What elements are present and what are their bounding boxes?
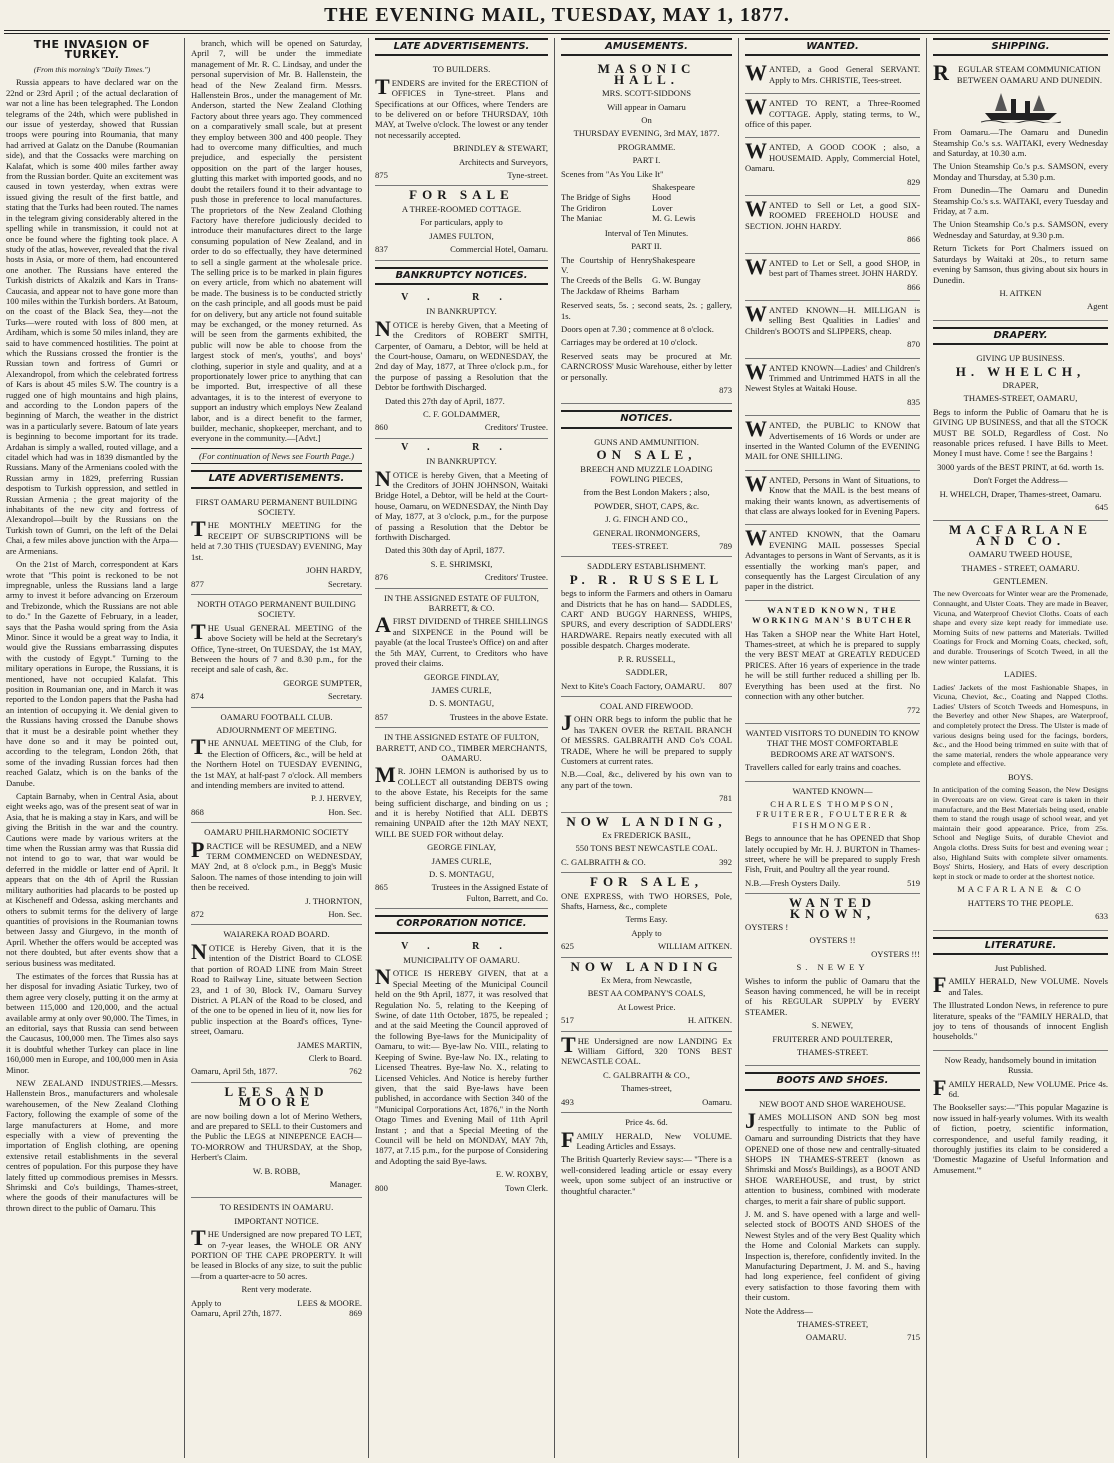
advert-address: THAMES-STREET. xyxy=(796,1047,869,1058)
advert xyxy=(561,873,732,957)
advert-signature: J. G. FINCH AND CO., xyxy=(605,514,688,525)
royal-crest: V. R. xyxy=(401,291,522,303)
advert-price: At Lowest Price. xyxy=(617,1001,676,1012)
advert-date: Dated this 30th day of April, 1877. xyxy=(385,545,505,556)
programme-list-2 xyxy=(561,255,732,297)
oysters: OYSTERS !!! xyxy=(871,948,920,959)
advert-title: OAMARU FOOTBALL CLUB. xyxy=(220,711,333,722)
advert-text: Ex Mera, from Newcastle, xyxy=(601,975,692,986)
programme-row: The Bridge of Sighs Hood xyxy=(561,192,672,203)
advert-date: Dated this 27th day of April, 1877. xyxy=(385,395,505,406)
section-banner: LATE ADVERTISEMENTS. xyxy=(375,38,548,56)
advert-title: NOW LANDING xyxy=(570,958,723,974)
advert-title: COAL AND FIREWOOD. xyxy=(599,700,694,711)
advert-title: WANTED VISITORS TO DUNEDIN TO KNOW THAT THE MOST COMFORTABLE BEDROOMS ARE AT WATSON'S. xyxy=(745,727,920,759)
advert-number: 807 xyxy=(719,680,732,691)
advert xyxy=(933,521,1108,930)
advert-title: MACFARLANE AND CO. xyxy=(949,522,1092,548)
wanted-ad: WANTED TO RENT, a Three-Roomed COTTAGE. Apply, stating terms, to W., office of this paper. xyxy=(745,94,920,138)
advert-number: 866 xyxy=(907,234,920,245)
programme-part: PART I. xyxy=(632,155,661,166)
advert-role: Trustees in the above Estate. xyxy=(449,711,548,722)
advert-title: IN BANKRUPTCY. xyxy=(426,456,497,467)
advert-title: IN BANKRUPTCY. xyxy=(426,306,497,317)
advert-number: 872 xyxy=(191,909,204,920)
advert-title: IN THE ASSIGNED ESTATE OF FULTON, BARRETT, AND CO., TIMBER MERCHANTS, OAMARU. xyxy=(375,732,548,763)
advert-text: Reserved seats, 5s. ; second seats, 2s. ; gallery, 1s. xyxy=(561,300,732,321)
wanted-ad xyxy=(745,894,920,1066)
wanted-ad: WANTED, Persons in Want of Situations, to Know that the MAIL is the best means of making their wants known, as advertisements of that class are always looked for in Evening Papers. xyxy=(745,471,920,526)
advert-title: GIVING UP BUSINESS. xyxy=(976,353,1065,364)
masthead-rule xyxy=(4,30,1110,31)
advert-date: Oamaru, April 5th, 1877. xyxy=(191,1066,278,1077)
advert xyxy=(375,589,548,728)
column-2 xyxy=(184,38,368,1458)
oysters: OYSTERS !! xyxy=(809,935,856,946)
advert-signature: JAMES CURLE, xyxy=(431,855,492,866)
wanted-ad xyxy=(745,601,920,724)
advert-role: Town Clerk. xyxy=(505,1182,548,1193)
steamship-icon xyxy=(981,89,1061,123)
programme-scenes: Scenes from "As You Like It" xyxy=(561,168,664,179)
advert-body: PRACTICE will be RESUMED, and a NEW TERM COMMENCED on WEDNESDAY, MAY 2nd, at 8 o'clock p.m., in Begg's Music Saloon. The names of those intending to join will then be received. xyxy=(191,836,362,893)
advert-title: FAMILY HERALD, New VOLUME. Leading Articles and Essays. xyxy=(561,1126,732,1152)
advert-body: NOTICE is hereby Given, that a Meeting of the Creditors of ROBERT SMITH, Carpenter, of Oamaru, a Debtor, will be held at the Court-house, Oamaru, on WEDNESDAY, the 2nd day of May, 1877, at Three o'clock p.m., for the purpose of passing a Resolution that the Debtor be forthwith Discharged. xyxy=(375,315,548,393)
advert-address: Commercial Hotel, Oamaru. xyxy=(450,244,548,255)
advert-number: 866 xyxy=(907,281,920,292)
masthead: THE EVENING MAIL, TUESDAY, MAY 1, 1877. xyxy=(324,4,790,26)
advert-note: Note the Address— xyxy=(745,1305,813,1316)
advert-role: Clerk to Board. xyxy=(308,1052,362,1063)
advert-number: 715 xyxy=(907,1332,920,1343)
advert xyxy=(933,60,1108,320)
advert-number: 865 xyxy=(375,882,388,893)
advert-number: 645 xyxy=(1095,502,1108,512)
advert-signature: C. GALBRAITH & CO. xyxy=(561,856,646,867)
advert-number: 869 xyxy=(349,1308,362,1319)
advert-body: Has Taken a SHOP near the White Hart Hotel, Thames-street, at which he is prepared to supply the very BEST MEAT at GREATLY REDUCED PRICES. After 16 years of experience in the trade he will be still further reduced a shilling per lb. Everything has been used at the first. No connection with any other butcher. xyxy=(745,628,920,702)
programme-row: The Gridiron Lover xyxy=(561,202,673,213)
advert-heading: GENTLEMEN. xyxy=(993,576,1048,587)
section-banner: WANTED. xyxy=(745,38,920,56)
advert-number: 517 xyxy=(561,1015,574,1026)
advert-terms: Terms Easy. xyxy=(625,914,668,925)
advert xyxy=(375,60,548,186)
advert xyxy=(561,958,732,1032)
advert-body: THE MONTHLY MEETING for the RECEIPT OF SUBSCRIPTIONS will be held at 7.30 THIS (TUESDAY) EVENING, May 1st. xyxy=(191,516,362,562)
advert-text: from the Best London Makers ; also, xyxy=(583,487,710,498)
advert-title: REGULAR STEAM COMMUNICATION BETWEEN OAMARU AND DUNEDIN. xyxy=(933,60,1102,86)
advert-signature: LEES & MOORE. xyxy=(297,1297,362,1308)
advert-signature: D. S. MONTAGU, xyxy=(429,869,494,879)
advert-body: J. M. and S. have opened with a large and well-selected stock of BOOTS AND SHOES of the Newest Styles and of the very Best Quality which the Home and Colonial Markets can supply. Inspection is, therefore, confidently invited. In the Manufacturing Department, J. M. and S., having had long experience, feel confident of giving every satisfaction to those favoring them with their custom. xyxy=(745,1208,920,1303)
advert-signature: JAMES CURLE, xyxy=(431,684,492,695)
column-5 xyxy=(738,38,926,1458)
advert-number: 835 xyxy=(907,396,920,407)
advert-title: FOR SALE, xyxy=(590,874,703,890)
programme-list-1 xyxy=(561,182,732,224)
advert-signature: D. S. MONTAGU, xyxy=(429,698,494,709)
advert-name: H. WHELCH, xyxy=(955,363,1086,379)
advert xyxy=(375,938,548,1198)
column-1 xyxy=(0,38,184,1458)
advert-number: 781 xyxy=(719,793,732,804)
advert-head: WANTED KNOWN— xyxy=(792,785,873,796)
advert-rent: Rent very moderate. xyxy=(241,1284,312,1295)
advert-role: Hon. Sec. xyxy=(328,909,362,920)
advert xyxy=(561,1113,732,1204)
advert-role: Creditors' Trustee. xyxy=(484,422,548,433)
advert-signature: GEORGE FINDLAY, xyxy=(424,671,499,682)
continued-note: (For continuation of News see Fourth Page.) xyxy=(191,448,362,464)
advert-signature: H. WHELCH, Draper, Thames-street, Oamaru. xyxy=(939,488,1102,499)
advert-note: N.B.—Fresh Oysters Daily. xyxy=(745,877,841,888)
advert-signature: GEORGE FINLAY, xyxy=(427,842,496,853)
advert-signature: E. W. ROXBY, xyxy=(495,1169,548,1180)
wanted-ad xyxy=(745,724,920,782)
advert-signature: GEORGE SUMPTER, xyxy=(283,677,362,688)
advert xyxy=(933,1051,1108,1183)
advert xyxy=(561,60,732,404)
wanted-ad: WANTED KNOWN—H. MILLIGAN is selling Best Qualities in Ladies' and Children's BOOTS and SLIPPERS, cheap. 870 xyxy=(745,301,920,359)
advert-title: GUNS AND AMMUNITION. xyxy=(594,436,699,447)
royal-crest: V. R. xyxy=(401,940,522,952)
advert-text: Carriages may be ordered at 10 o'clock. xyxy=(561,337,698,348)
programme-row: The Jackdaw of Rheims Barham xyxy=(561,285,680,296)
programme-row: Shakespeare xyxy=(652,182,695,193)
advert-number: 789 xyxy=(719,541,732,552)
advert-role: HATTERS TO THE PEOPLE. xyxy=(967,897,1074,908)
advert-number: 519 xyxy=(907,877,920,888)
advert-title: TO BUILDERS. xyxy=(432,64,491,75)
advert-signature: S. E. SHRIMSKI, xyxy=(430,558,493,569)
advert-head: Just Published. xyxy=(994,962,1047,973)
advert-signature: JAMES MARTIN, xyxy=(297,1039,362,1050)
advert-body: The Illustrated London News, in reference to pure literature, speaks of the "FAMILY HERALD, that joy to tens of thousands of innocent English households." xyxy=(933,1000,1108,1042)
advert-number: 762 xyxy=(349,1066,362,1077)
advert-apply: Apply to xyxy=(191,1297,222,1308)
advert-text: Ex FREDERICK BASIL, xyxy=(602,829,691,840)
advert-text: POWDER, SHOT, CAPS, &c. xyxy=(593,500,700,511)
advert-title: WAIAREKA ROAD BOARD. xyxy=(223,929,330,940)
advert-body: NOTICE is Hereby Given, that it is the intention of the District Board to CLOSE that portion of ROAD LINE from Main Street Road to Railway Line, situate between Section 23, and 1 of 30, Block IV., Oamaru Survey District. A PLAN of the Road to be closed, and of the one to be opened in lieu of it, now lies for public inspection at the Board's offices, Tyne-street, Oamaru. xyxy=(191,938,362,1037)
advert-body: Ladies' Jackets of the most Fashionable Shapes, in Vicuna, Cheviot, &c., Coating and Napped Cloths. Ladies' Ulsters of Scotch Tweeds and Homespuns, in the Beverley and other New Shapes, are Waterproof, and completely protect the Dress. The Ulster is made of various designs being used for the facings, borders, &c., and the Hood being trimmed en suite with that of the same material, renders the whole appearance very complete and effective. xyxy=(933,682,1108,769)
wanted-ad: WANTED, a Good General SERVANT. Apply to Mrs. CHRISTIE, Tees-street. xyxy=(745,60,920,94)
advert-text: Travellers called for early trains and coaches. xyxy=(745,762,901,773)
advert-offer: 3000 yards of the BEST PRINT, at 6d. worth 1s. xyxy=(937,461,1104,472)
advert-number: 873 xyxy=(719,384,732,395)
advert-title: FAMILY HERALD, New VOLUME. Novels and Tales. xyxy=(933,972,1108,998)
advert-body: TENDERS are invited for the ERECTION of OFFICES in Tyne-street. Plans and Specifications at our Offices, where Tenders are to be delivered on or before THURSDAY, 10th MAY, at Twelve o'clock. The lowest or any tender not necessarily accepted. xyxy=(375,73,548,140)
advert-number: 874 xyxy=(191,691,204,702)
section-banner: BOOTS AND SHOES. xyxy=(745,1072,920,1090)
section-banner: AMUSEMENTS. xyxy=(561,38,732,56)
advert-role: Secretary. xyxy=(327,578,362,589)
column-4 xyxy=(554,38,738,1458)
advert xyxy=(191,1198,362,1323)
advert xyxy=(933,349,1108,521)
advert-signature: S. NEWEY, xyxy=(811,1020,854,1031)
performer-name: MRS. SCOTT-SIDDONS xyxy=(602,88,691,99)
advert-body: are now boiling down a lot of Merino Wethers, and are prepared to SELL to their Customers and the Public the LEGS at NINEPENCE EACH—TO-MORROW and THURSDAY, at the Shop, Herbert's Claim. xyxy=(191,1110,362,1163)
advert-price: Price 4s. 6d. xyxy=(625,1117,668,1128)
wanted-ad: WANTED to Let or Sell, a good SHOP, in best part of Thames street. JOHN HARDY. 866 xyxy=(745,254,920,301)
schedule-line: Return Tickets for Port Chalmers issued on Saturdays by Waitaki at 20s., to return same evening by Samson, thus giving about six hours in Dunedin. xyxy=(933,243,1108,285)
advert-date: Oamaru, April 27th, 1877. xyxy=(191,1308,282,1319)
advert-signature: BRINDLEY & STEWART, xyxy=(453,143,548,154)
advert-title: OAMARU PHILHARMONIC SOCIETY xyxy=(204,827,349,838)
advert xyxy=(191,823,362,925)
programme-row: The Maniac M. G. Lewis xyxy=(561,213,696,224)
advert-role: Manager. xyxy=(329,1179,362,1189)
advert-title: CHARLES THOMPSON, FRUITERER, FOULTERER & FISHMONGER. xyxy=(756,798,909,830)
advert xyxy=(561,433,732,558)
advert-body: THE Undersigned are now LANDING Ex William Gifford, 320 TONS BEST NEWCASTLE COAL. xyxy=(561,1031,732,1067)
advert-title: WANTED KNOWN, xyxy=(788,895,877,921)
advert-role: Secretary. xyxy=(327,691,362,702)
advert-body: BEST AA COMPANY'S COALS, xyxy=(587,988,706,999)
advert-name: S. NEWEY xyxy=(796,962,869,973)
advert-name: P. R. RUSSELL xyxy=(569,571,724,587)
oysters: OYSTERS ! xyxy=(745,922,789,932)
wanted-ad: WANTED KNOWN—Ladies' and Children's Trimmed and Untrimmed HATS in all the Newest Styles at Waitaki House. 835 xyxy=(745,359,920,417)
masthead-rule-2 xyxy=(4,33,1110,34)
advert-title: IN THE ASSIGNED ESTATE OF FULTON, BARRETT, & CO. xyxy=(384,592,539,614)
advert-title: MASONIC HALL. xyxy=(597,61,696,87)
advert-address: TEES-STREET. xyxy=(611,541,669,552)
wanted-ad xyxy=(745,782,920,895)
advert-address: Tyne-street. xyxy=(507,170,548,181)
advert-number: 860 xyxy=(375,422,388,433)
advert-body: BREECH AND MUZZLE LOADING FOWLING PIECES, xyxy=(580,463,713,484)
advert-body: 550 TONS BEST NEWCASTLE COAL. xyxy=(575,843,718,854)
programme-row: The Creeds of the Bells G. W. Bungay xyxy=(561,275,701,286)
advert-title: NORTH OTAGO PERMANENT BUILDING SOCIETY. xyxy=(197,598,356,620)
advert xyxy=(191,1083,362,1199)
advert-signature: C. F. GOLDAMMER, xyxy=(423,408,500,419)
article-paragraph: Captain Barnaby, when in Central Asia, about eight weeks ago, was of the present seat of war in Asia, that he is making a stay in Kars, and will be giving the British in the war and the country. Cautions were made by various writers at the time when the Russian army was that Russia did not intend to go to war, that war would be deferred in the middle or latter end of April. It appears that on the 4th of April the Russian military authorities had placards to be posted up at Kischeneff and Odessa, asking merchants and others to submit terms for the delivery of large quantities of provisions in the Roumanian towns between Jassy and Giurgevo, in the month of April. Whether the offers would be accepted was not there doubted, but after events show that a serious business was meditated. xyxy=(6,791,178,968)
article-paragraph: NEW ZEALAND INDUSTRIES.—Messrs. Hallenstein Bros., manufacturers and wholesale warehousemen, of the New Zealand Clothing Factory, following the example of some of the large manufacturers at Home, and more especially with a view of preventing the importation of English clothing, are opening extensive retail establishments in the several centres of population. For this purpose they have lately fitted up commodious premises in Messrs. Shrimski and Co's buildings, Thames-street, where the goods of their manufactures will be thrown direct to the public of Oamaru. This xyxy=(6,1078,178,1213)
advert-address: Next to Kite's Coach Factory, OAMARU. xyxy=(561,680,705,691)
advert xyxy=(745,1095,920,1348)
advert-body: THE Undersigned are now prepared TO LET, on 7-year leases, the WHOLE OR ANY PORTION OF THE CAPE PROPERTY. It will be leased in Blocks of any size, to suit the public—from a quarter-acre to 50 acres. xyxy=(191,1225,362,1281)
advert-number: 493 xyxy=(561,1096,574,1107)
advert-body: Wishes to inform the public of Oamaru that the Season having commenced, he will be in receipt of his REGULAR SUPPLY by EVERY STEAMER. xyxy=(745,975,920,1017)
advert-title: NEW BOOT AND SHOE WAREHOUSE. xyxy=(759,1098,906,1109)
section-banner: LITERATURE. xyxy=(933,937,1108,955)
wanted-ad: WANTED KNOWN, that the Oamaru EVENING MAIL possesses Special Advantages to persons in Want of Servants, as it is essentially the working man's paper, and consequently has the Largest Circulation of any paper in the district. xyxy=(745,525,920,600)
advert-number: 392 xyxy=(719,856,732,867)
advert-number: 875 xyxy=(375,170,388,181)
advert-subtitle: ADJOURNMENT OF MEETING. xyxy=(216,724,337,735)
advert xyxy=(561,813,732,874)
advert-title: WANTED KNOWN, THE WORKING MAN'S BUTCHER xyxy=(752,604,913,626)
advert-text: Reserved seats may be procured at Mr. CARNCROSS' Music Warehouse, either by letter or personally. xyxy=(561,350,732,382)
advert-role: Trustees in the Assigned Estate of Fulton, Barrett, and Co. xyxy=(431,882,548,903)
advert xyxy=(561,557,732,696)
column-3 xyxy=(368,38,554,1458)
advert xyxy=(375,289,548,439)
advert xyxy=(561,1032,732,1113)
advert-text: Will appear in Oamaru xyxy=(607,101,686,112)
advert-role: GENERAL IRONMONGERS, xyxy=(592,527,701,538)
advert-body: ONE EXPRESS, with TWO HORSES, Pole, Shafts, Harness, &c., complete xyxy=(561,890,732,911)
advert-number: 772 xyxy=(907,704,920,715)
advert-body: The Bookseller says:—"This popular Magazine is now issued in half-yearly volumes. With its wealth of fiction, poetry, scientific information, correspondence, and useful family reading, it thoroughly justifies its claim to be considered a 'Domestic Magazine of Useful Information and Amusement.'" xyxy=(933,1102,1108,1175)
advert-body: A THREE-ROOMED COTTAGE. xyxy=(401,203,522,214)
advert-role: Hon. Sec. xyxy=(328,806,362,817)
advert-body: THE ANNUAL MEETING of the Club, for the Election of Officers, &c., will be held at the Northern Hotel on TUESDAY EVENING, the 1st MAY, at half-past 7 o'clock. All members and intending members are invited to attend. xyxy=(191,734,362,790)
advert-signature: W. B. ROBB, xyxy=(252,1165,301,1176)
advert-title: FOR SALE xyxy=(409,187,514,203)
advert-body: AFIRST DIVIDEND of THREE SHILLINGS and SIXPENCE in the Pound will be payable (at the local Trustee's Office) on and after the 5th MAY, Current, to Creditors who have proved their claims. xyxy=(375,612,548,669)
royal-crest: V. R. xyxy=(401,441,522,453)
advert-title: MUNICIPALITY OF OAMARU. xyxy=(403,955,520,966)
section-banner: LATE ADVERTISEMENTS. xyxy=(191,470,362,488)
advert-signature: MACFARLANE & CO xyxy=(957,884,1084,895)
advert-sale: ON SALE, xyxy=(596,447,697,463)
event-date: THURSDAY EVENING, 3rd MAY, 1877. xyxy=(573,128,720,139)
section-banner: CORPORATION NOTICE. xyxy=(375,915,548,933)
schedule-line: The Union Steamship Co.'s p.s. SAMSON, every Wednesday and Saturday, at 9.30 p.m. xyxy=(933,219,1108,240)
advert-text: Doors open at 7.30 ; commence at 8 o'clock. xyxy=(561,323,714,334)
article-paragraph: The estimates of the forces that Russia has at her disposal for invading Asiatic Turkey, two of them agree very closely, putting it on the army at between 115,000 and 120,000, and the actual available army at only over 90,000. The Times, in an editorial, says that Russia can send between the Caucasus, 100,000 men. The Times also says it is doubtful whether Turkey can place in line 160,000 men in Europe, and 100,000 men in Asia Minor. xyxy=(6,970,178,1075)
advert-address: THAMES-STREET, OAMARU, xyxy=(963,393,1078,404)
advert xyxy=(191,925,362,1082)
advert-role: Architects and Surveyors, xyxy=(458,156,548,167)
advert-body: begs to inform the Farmers and others in Oamaru and Districts that he has on hand— SADDLES, CART AND BUGGY HARNESS, WHIPS, SPURS, and every description of SADDLERS' HARDWARE. Repairs neatly executed with all possible despatch. Charges moderate. xyxy=(561,588,732,651)
advert-subtitle: OAMARU TWEED HOUSE, xyxy=(968,549,1073,560)
advert-signature: H. AITKEN xyxy=(999,287,1042,298)
advert-heading: BOYS. xyxy=(1007,771,1034,782)
advert-number: 877 xyxy=(191,578,204,589)
wanted-ad: WANTED to Sell or Let, a good SIX-ROOMED FREEHOLD HOUSE and SECTION. JOHN HARDY. 866 xyxy=(745,196,920,254)
advert-body: The new Overcoats for Winter wear are the Promenade, Connaught, and Ulster Coats. They are made in Beaver, Vicuna, and Waterproof Cheviot Cloths. Coats of each shape and every size kept ready for immediate use. Morning Suits of new patterns and Materials. Twilled Coatings for Frock and Morning Coats, checked, soft, and durable. Trouserings of Scotch Tweed, in all the new winter patterns. xyxy=(933,589,1108,666)
advert-number: 625 xyxy=(561,941,574,952)
advert-role: SADDLER, xyxy=(625,667,668,678)
advert-number: 800 xyxy=(375,1182,388,1193)
advert-town: OAMARU. xyxy=(805,1332,847,1343)
advert-number: 870 xyxy=(907,339,920,350)
advert-title: SADDLERY ESTABLISHMENT. xyxy=(587,561,706,572)
advert-title: FAMILY HERALD, New VOLUME. Price 4s. 6d. xyxy=(933,1074,1108,1100)
advert-signature: P. J. HERVEY, xyxy=(311,793,362,804)
programme-row: The Courtship of Henry V. Shakespeare xyxy=(561,254,696,275)
schedule-line: The Union Steamship Co.'s p.s. SAMSON, every Monday and Thursday, at 5.30 p.m. xyxy=(933,161,1108,182)
schedule-line: From Oamaru.—The Oamaru and Dunedin Steamship Co.'s s.s. WAITAKI, every Wednesday and Saturday, at 10.30 a.m. xyxy=(933,127,1108,159)
advert-title: LEES AND MOORE xyxy=(224,1083,329,1110)
advert-address: THAMES - STREET, OAMARU. xyxy=(961,562,1080,573)
advert-note: Don't Forget the Address— xyxy=(973,475,1068,486)
advert-subtitle: IMPORTANT NOTICE. xyxy=(234,1215,319,1226)
section-banner: BANKRUPTCY NOTICES. xyxy=(375,267,548,285)
advert-title: NOW LANDING, xyxy=(566,813,727,829)
advert-body: THE Usual GENERAL MEETING of the above Society will be held at the Secretary's Office, Tyne-street, On TUESDAY, the 1st MAY, Between the hours of 7 and 8.30 p.m., for the receipt and sale of cash, &c. xyxy=(191,618,362,675)
advert-heading: LADIES. xyxy=(1004,669,1037,680)
article-paragraph: Russia appears to have declared war on the 22nd or 23rd April ; of the actual declaration of war not a line has been telegraphed. The London telegrams of the 24th, which were published in our issue of yesterday, showed that Russian troops were pouring into Roumania, that many had arrived at Galatz on the Danube (Roumanian side), and that the Cossacks were marching on Kalafat, which is some 400 miles farther away from the Russian border. Quite an excitement was caused in town yesterday, when extras were issued giving the result of the first battle, and stating that the Turks had been routed. The names in the telegram giving considerably altered in the spelling while in transmission, it could not at once be found where the fighting took place. A study of the atlas, however, revealed that the rival hosts in Asia, or more of them, had encountered one another. The Russians have entered the Turkish districts of Akalzik and Kars in Trans-Caucasia, and appear not to have gone more than 100 miles within the Turkish borders. At Batoum, on the coast of the Black Sea, they—not the Turks—were routed with loss of 800 men, at Ardiham, which is some 50 miles inland, they are said to have commenced hostilities. The point at which the Russians crossed the frontier is the Russian town and fortress of Gumri or Alexandropol, from which the celebrated fortress of Kars is about 45 miles S.W. The country is a rugged one of high mountains and high plains, and according to the London papers of the beginning of March, the weather in the district was in a particularly severe. Batoum of late years is beginning to become important for its trade. Ardahan is simply a walled, routed village, and a citadel which had was in 1839 dismantled by the Russians. Many of the Armenians cooled with the Russian army in 1829, preferring Russian despotism to Turkish oppression, and settled in Russian Armenia ; the great majority of the inhabitants of the new city and fortress of Alexandropol—built by the Russians on the Turkish town of Gumri, on the left of the Delai Chai, a few miles above junction with the Arpa—are Armenians. xyxy=(6,77,178,556)
advert-head: Now Ready, handsomely bound in imitation Russia. xyxy=(944,1054,1097,1076)
advert-title: TO RESIDENTS IN OAMARU. xyxy=(219,1202,334,1213)
section-banner: NOTICES. xyxy=(561,410,732,428)
advert-note: N.B.—Coal, &c., delivered by his own van to any part of the town. xyxy=(561,769,732,790)
interval: Interval of Ten Minutes. xyxy=(604,227,689,238)
column-6 xyxy=(926,38,1114,1458)
advert-body: JOHN ORR begs to inform the public that he has TAKEN OVER the RETAIL BRANCH Of MESSRS. GALBRAITH AND Co's COAL TRADE, Where he will be prepared to supply Customers at current rates. xyxy=(561,710,732,766)
article-subtitle: (From this morning's "Daily Times.") xyxy=(33,64,151,74)
advert-signature: C. GALBRAITH & CO., xyxy=(603,1069,690,1080)
advert-role: Agent xyxy=(1086,301,1108,312)
advert-number: 633 xyxy=(1095,911,1108,922)
article-title: THE INVASION OF TURKEY. xyxy=(33,38,151,62)
advert-number: 876 xyxy=(375,572,388,583)
advert-role: FRUITERER AND POULTERER, xyxy=(772,1033,893,1044)
advert-body: MR. JOHN LEMON is authorised by us to COLLECT all outstanding DEBTS owing to the above Estate, his Receipts for the same being sufficient discharge, and binding on us ; and it is hereby Notified that ALL DEBTS remaining UNPAID after the 12th MAY NEXT, WILL BE SUED FOR without delay. xyxy=(375,762,548,839)
advert-signature: J. THORNTON, xyxy=(305,895,362,906)
advert-body: NOTICE is hereby Given, that a Meeting of the Creditors of JOHN JOHNSON, Waitaki Bridge Hotel, a Debtor, will be held at the Court-house, Oamaru, on WEDNESDAY, the Ninth Day of May, 1877, at 3 o'clock, p.m., for the purpose of passing a Resolution that the Debtor be forthwith Discharged. xyxy=(375,465,548,543)
advert xyxy=(933,959,1108,1051)
advert-role: DRAPER, xyxy=(1002,379,1039,390)
advert-title: FIRST OAMARU PERMANENT BUILDING SOCIETY. xyxy=(195,496,358,518)
advert-body: Begs to announce that he has OPENED that Shop lately occupied by Mr. H. J. BURTON in Thames-street, where he will be prepared to supply Fresh Fish, Fruit, and Poultry all the year round. xyxy=(745,833,920,875)
advert-role: Creditors' Trustee. xyxy=(484,572,548,583)
schedule-line: From Dunedin—The Oamaru and Dunedin Steamship Co.'s s.s. WAITAKI, every Tuesday and Friday, at 7 a.m. xyxy=(933,185,1108,217)
section-banner: DRAPERY. xyxy=(933,327,1108,345)
advert-signature: P. R. RUSSELL, xyxy=(617,653,676,664)
advert xyxy=(191,595,362,708)
section-banner: SHIPPING. xyxy=(933,38,1108,56)
advert xyxy=(375,439,548,589)
advert-body: Begs to inform the Public of Oamaru that he is GIVING UP BUSINESS, and that all the STOCK MUST BE SOLD, Regardless of Cost. No reasonable prices refused. I have Bills to Meet. Money I must have. Come ! see the Bargains ! xyxy=(933,406,1108,459)
wanted-ad: WANTED, A GOOD COOK ; also, a HOUSEMAID. Apply, Commercial Hotel, Oamaru. 829 xyxy=(745,138,920,196)
wanted-ad: WANTED, the PUBLIC to KNOW that Advertisements of 16 Words or under are inserted in the Wanted Column of the EVENING MAIL for ONE SHILLING. xyxy=(745,416,920,471)
advert-body: The British Quarterly Review says:— "There is a well-considered leading article or essay every week, upon some subject of an instructive or thoughtful character." xyxy=(561,1154,732,1196)
advert-signature: H. AITKEN. xyxy=(687,1015,732,1026)
advert-address: THAMES-STREET, xyxy=(796,1319,869,1329)
advert-apply: Apply to xyxy=(631,927,662,938)
advert-number: 837 xyxy=(375,244,388,255)
programme-heading: PROGRAMME. xyxy=(617,141,676,152)
advert-number: 868 xyxy=(191,806,204,817)
advert-body: NOTICE IS HEREBY GIVEN, that at a Special Meeting of the Municipal Council held on the 9th April, 1877, it was resolved that Regulation No. 5, relating to the Keeping of Swine, of date 11th October, 1875, be repealed ; and at the said Meeting the Council approved of the following Bye-laws for the Municipality of Oamaru, to wit:— Bye-law No. VIII., relating to Keeping of Swine. Bye-law No. IX., relating to Licensed Theatres. Bye-law No. X., relating to Licensed Vehicles. And Notice is hereby further given, that the said Bye-laws have been published, in accordance with Section 340 of the "Municipal Corporations Act, 1876," in the North Otago Times and Evening Mail of 11th April Instant ; and that a Special Meeting of the Council will be held on MONDAY, MAY 7th, 1877, at 7.15 p.m., for the purpose of Considering and Adopting the said Bye-laws. xyxy=(375,964,548,1166)
article-paragraph: branch, which will be opened on Saturday, April 7, will be under the immediate management of Mr. R. C. Lindsay, and under the personal supervision of Mr. B. Hallenstein, the head of the New Zealand firm. Messrs. Hallenstein Bros., under the management of Mr. Anderson, started the New Zealand Clothing Factory about three years ago. They commenced on a comparatively small scale, but at present they employ between 300 and 400 people. They had to overcome many difficulties, and much prejudice, and especially the persistent opposition on the part of the larger houses, glutting this market with imported goods, and no doubt the retailers found it to their advantage to push those in preference to local manufactures. The proprietors of the New Zealand Clothing Factory have therefore judiciously decided to introduce their manufactures direct to the large consuming population of New Zealand, and in order to do so effectually, they have determined to sell a single garment at the wholesale price. The selling price is to be marked in plain figures on every article, from which no abatement will be made. The business is to be conducted strictly on the cash principle, and all goods must be paid for on delivery, but any article not found suitable may be exchanged, or the money returned. As will be seen from the garments exhibited, the public will now be able to choose from the largest stock of men's, youths', and boys' clothing, superior in style and quality, and at a proportionately lower price to anything that can be imported. But, irrespective of all these advantages, it is to the interest of everyone to support an industry which employs New Zealand labor, and is a direct benefit to the farmer, builder, mechanic, shopkeeper, merchant, and to everyone in the community.—[Advt.] xyxy=(191,38,362,444)
advert-number: 829 xyxy=(907,176,920,187)
programme-part: PART II. xyxy=(631,241,662,252)
advert-signature: WILLIAM AITKEN. xyxy=(658,941,732,952)
advert-body: JAMES MOLLISON AND SON beg most respectfully to intimate to the Public of Oamaru and surrounding Districts that they have OPENED one of those new and centrally-situated SHOPS IN THAMES-STREET (known as Shrimski and Moss's Buildings), as a BOOT AND SHOE WAREHOUSE, and trust, by strict attention to business, combined with moderate charges, to merit a fair share of public support. xyxy=(745,1108,920,1206)
advert-body: In anticipation of the coming Season, the New Designs in Overcoats are on view. Great care is taken in their manufacture, and the Best Materials being used, enable them to stand the rough usage of school wear, and yet maintain their good appearance. Price, from 25s. School and Neglige Suits, of durable Cheviot and Angola cloths. Dress Suits for best and evening wear ; also, Highland Suits with complete silver ornaments. Boys' Shirts, Hosiery, and Hats of every description kept in stock or made to order at the shortest notice. xyxy=(933,785,1108,881)
advert-number: 857 xyxy=(375,711,388,722)
advert-town: Oamaru. xyxy=(702,1096,732,1107)
advert-signature: JAMES FULTON, xyxy=(429,230,494,241)
advert-signature: JOHN HARDY, xyxy=(306,565,362,576)
advert xyxy=(375,728,548,909)
advert-text: On xyxy=(641,115,652,126)
advert xyxy=(375,186,548,260)
article-paragraph: On the 21st of March, correspondent at Kars wrote that "This point is reckoned to be not impregnable, unless the Russians land a large army to invest it before advancing on Erzeroum and Trebizonde, which the Russians are not able to do." In the Gazette of February, in a leader, says that the Pasha would spring from the Asia Minor. Since it would be a great way to India, it would give the Russians embarrassing disputes with the custody of Egypt." Turning to the military operations in Europe, the Russians, it is mentioned, have not occupied Kalafat. This position in Roumanian one, and in March it was reported to the London papers that the Pasha had an intention of occupying it. We denial given to the Russians having crossed the Danube shows that it must be a desirable point whether they have done so and it may be pointed out, according to the telegram, London 26th, that some of the invading Russian forces had then reached Galatz, which is on the banks of the Danube. xyxy=(6,559,178,788)
advert-address: Thames-street, xyxy=(621,1083,672,1094)
advert-particulars: For particulars, apply to xyxy=(420,217,503,228)
advert xyxy=(561,697,732,813)
advert xyxy=(191,708,362,824)
advert xyxy=(191,493,362,595)
